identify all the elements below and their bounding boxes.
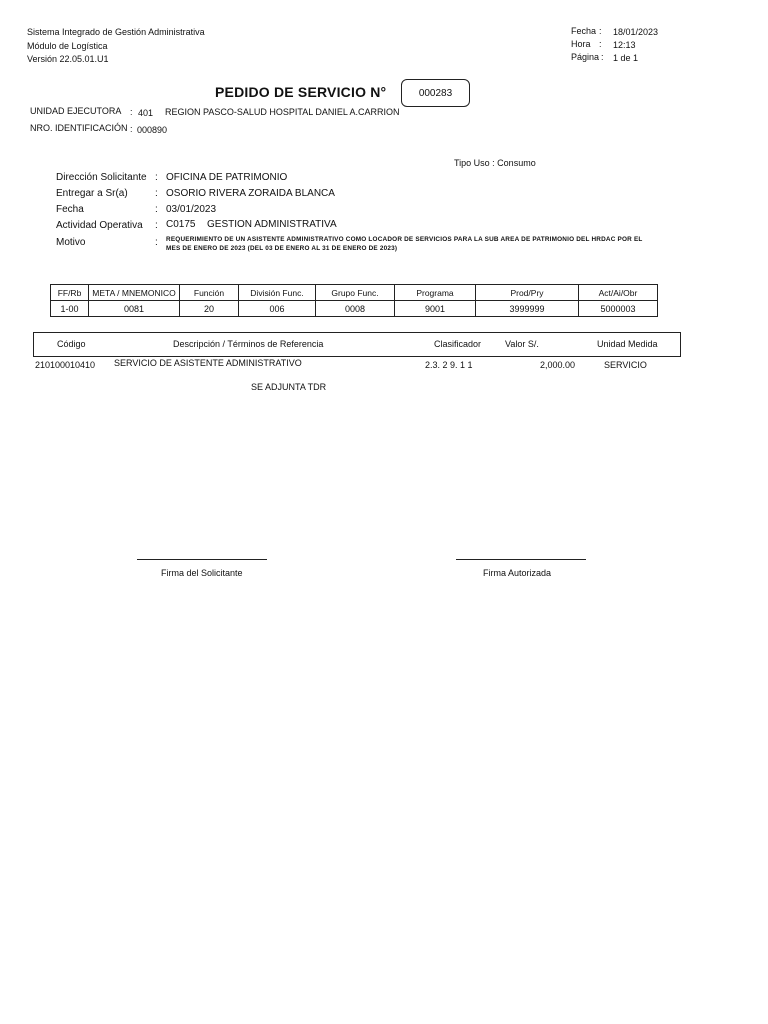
header-ff-rb: FF/Rb <box>51 285 89 301</box>
budget-header-row <box>51 285 658 301</box>
entregar-sep: : <box>155 188 158 199</box>
fecha-label: Fecha <box>571 26 597 36</box>
cell-prod-pry: 3999999 <box>476 301 579 317</box>
items-header-descripcion: Descripción / Términos de Referencia <box>173 339 324 349</box>
order-number-box <box>401 79 470 107</box>
entregar-label: Entregar a Sr(a) <box>56 188 128 199</box>
unidad-label: UNIDAD EJECUTORA <box>30 106 122 116</box>
budget-data-row <box>51 301 658 317</box>
actividad-label: Actividad Operativa <box>56 220 143 231</box>
pagina-sep: : <box>601 52 604 62</box>
items-header-unidad: Unidad Medida <box>597 339 658 349</box>
fecha-sep: : <box>599 26 602 36</box>
item-codigo: 210100010410 <box>35 360 96 370</box>
direccion-sep: : <box>155 172 158 183</box>
cell-programa: 9001 <box>395 301 476 317</box>
item-unidad: SERVICIO <box>604 360 647 370</box>
page-title: PEDIDO DE SERVICIO N° <box>215 84 387 100</box>
items-note: SE ADJUNTA TDR <box>251 382 327 392</box>
actividad-sep: : <box>155 220 158 231</box>
unidad-sep: : <box>130 107 133 117</box>
order-number: 000283 <box>418 87 453 99</box>
identificacion-sep: : <box>130 124 133 134</box>
actividad-value: GESTION ADMINISTRATIVA <box>207 219 337 230</box>
fecha-detail-sep: : <box>155 204 158 215</box>
item-descripcion: SERVICIO DE ASISTENTE ADMINISTRATIVO <box>114 358 302 368</box>
items-header-codigo: Código <box>57 339 86 349</box>
motivo-sep: : <box>155 237 158 248</box>
unidad-name: REGION PASCO-SALUD HOSPITAL DANIEL A.CARRION <box>165 107 400 117</box>
module-name: Módulo de Logística <box>27 41 108 51</box>
pagina-label: Página <box>571 52 600 62</box>
hora-label: Hora <box>571 39 591 49</box>
fecha-detail-label: Fecha <box>56 204 84 215</box>
header-division: División Func. <box>239 285 316 301</box>
header-programa: Programa <box>395 285 476 301</box>
signature-line-solicitante <box>137 559 267 560</box>
cell-ff-rb: 1-00 <box>51 301 89 317</box>
direccion-value: OFICINA DE PATRIMONIO <box>166 172 288 183</box>
hora-value: 12:13 <box>613 40 636 50</box>
identificacion-value: 000890 <box>137 125 168 135</box>
signature-line-autorizada <box>456 559 586 560</box>
items-header <box>33 332 681 357</box>
fecha-value: 18/01/2023 <box>613 27 659 37</box>
unidad-code: 401 <box>138 108 154 118</box>
items-header-valor: Valor S/. <box>505 339 539 349</box>
entregar-value: OSORIO RIVERA ZORAIDA BLANCA <box>166 188 335 199</box>
items-header-clasificador: Clasificador <box>434 339 482 349</box>
cell-act-ai-obr: 5000003 <box>579 301 658 317</box>
item-valor: 2,000.00 <box>540 360 576 370</box>
tipo-uso: Tipo Uso : Consumo <box>454 158 536 168</box>
actividad-code: C0175 <box>166 219 196 230</box>
header-act-ai-obr: Act/Ai/Obr <box>579 285 658 301</box>
header-grupo: Grupo Func. <box>316 285 395 301</box>
signature-autorizada-label: Firma Autorizada <box>483 568 552 578</box>
cell-meta: 0081 <box>89 301 180 317</box>
cell-grupo: 0008 <box>316 301 395 317</box>
header-prod-pry: Prod/Pry <box>476 285 579 301</box>
header-meta: META / MNEMONICO <box>89 285 180 301</box>
budget-table <box>50 284 658 317</box>
motivo-label: Motivo <box>56 237 86 248</box>
identificacion-label: NRO. IDENTIFICACIÓN <box>30 123 128 133</box>
cell-funcion: 20 <box>180 301 239 317</box>
version: Versión 22.05.01.U1 <box>27 54 109 64</box>
hora-sep: : <box>599 39 602 49</box>
motivo-value: REQUERIMIENTO DE UN ASISTENTE ADMINISTRATIVO COMO LOCADOR DE SERVICIOS PARA LA SUB AREA DE PATRIMONIO DEL HRDAC POR EL MES DE ENERO DE 2023 (DEL 03 DE ENERO AL 31 DE ENERO DE 2023) <box>166 236 643 252</box>
fecha-detail-value: 03/01/2023 <box>166 204 217 215</box>
signature-solicitante-label: Firma del Solicitante <box>161 568 243 578</box>
header-funcion: Función <box>180 285 239 301</box>
cell-division: 006 <box>239 301 316 317</box>
pagina-value: 1 de 1 <box>613 53 639 63</box>
direccion-label: Dirección Solicitante <box>56 172 147 183</box>
item-clasificador: 2.3. 2 9. 1 1 <box>425 360 473 370</box>
system-name: Sistema Integrado de Gestión Administrativa <box>27 27 205 37</box>
